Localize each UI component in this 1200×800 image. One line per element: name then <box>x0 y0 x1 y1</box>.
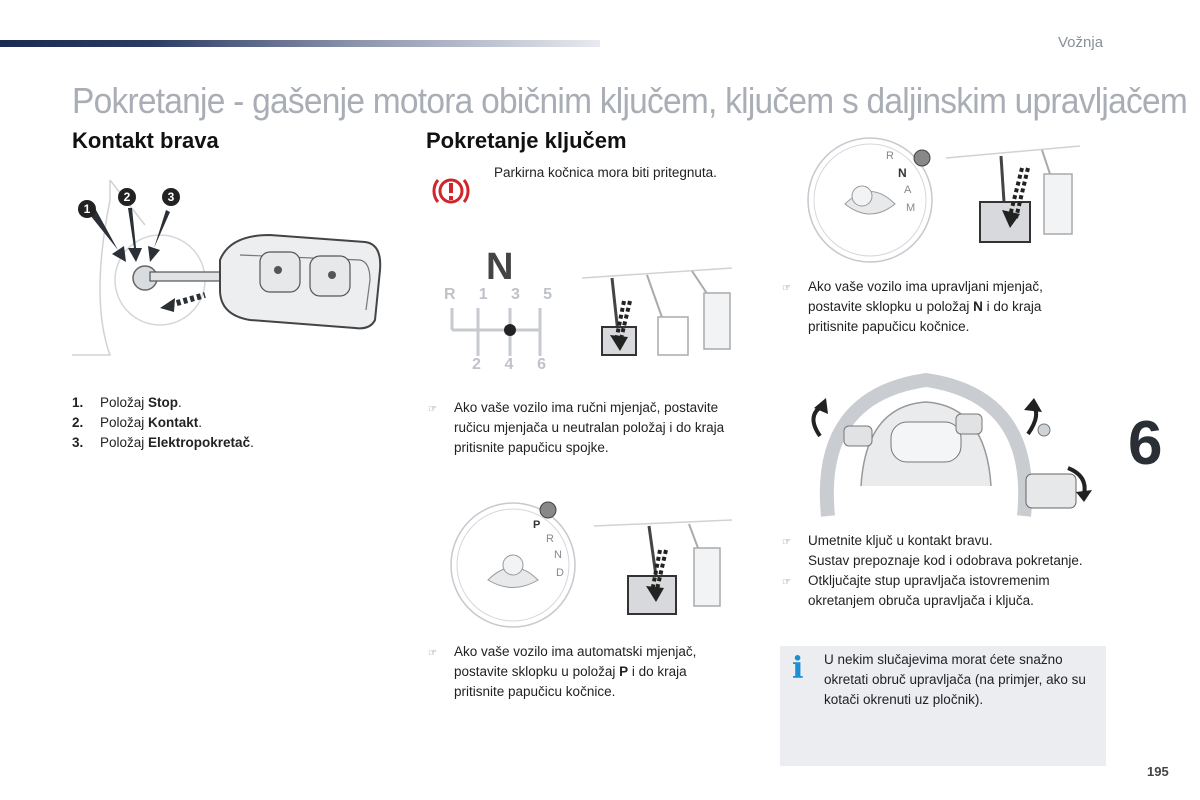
chapter-number: 6 <box>1128 409 1163 478</box>
parking-brake-note: Parkirna kočnica mora biti pritegnuta. <box>494 165 717 180</box>
auto-label-p: P <box>533 519 541 531</box>
manual-gearbox-instruction: ☞ Ako vaše vozilo ima ručni mjenjač, postavite ručicu mjenjača u neutralan položaj i do kraja pritisnite papučicu spojke. <box>428 398 728 458</box>
marker-2: 2 <box>118 188 136 206</box>
header-bar <box>0 40 600 47</box>
pedals-clutch-illustration <box>582 265 734 365</box>
automatic-gearbox-instruction: ☞ Ako vaše vozilo ima automatski mjenjač, postavite sklopku u položaj P i do kraja pritisnite papučicu kočnice. <box>428 642 728 702</box>
auto-label-n: N <box>554 549 562 561</box>
dial-label-m: M <box>906 202 916 214</box>
gear-bottom-labels: 2 4 6 <box>472 356 546 373</box>
list-item: 2. Položaj Kontakt. <box>72 415 203 430</box>
chapter-name: Vožnja <box>1058 34 1104 51</box>
ignition-positions-list <box>72 393 254 453</box>
section-heading-ignition: Kontakt brava <box>72 128 219 153</box>
auto-label-d: D <box>556 567 564 579</box>
page-number: 195 <box>1147 764 1169 779</box>
automatic-selector-dial <box>448 500 578 630</box>
piloted-gearbox-instruction: ☞ Ako vaše vozilo ima upravljani mjenjač, postavite sklopku u položaj N i do kraja pritisnite papučicu kočnice. <box>782 277 1092 337</box>
pointing-hand-icon: ☞ <box>782 577 791 588</box>
list-item: 3. Položaj Elektropokretač. <box>72 435 254 450</box>
pointing-hand-icon: ☞ <box>782 283 791 294</box>
dial-label-n: N <box>898 166 907 180</box>
info-icon: i <box>792 651 804 686</box>
pointing-hand-icon: ☞ <box>428 648 437 659</box>
auto-label-r: R <box>546 533 554 545</box>
steering-wheel-illustration <box>806 376 1096 522</box>
list-item: 1. Položaj Stop. <box>72 395 182 410</box>
parking-brake-warning-icon <box>432 172 470 210</box>
ignition-key-illustration <box>70 180 390 360</box>
key-insert-instructions: ☞ Umetnite ključ u kontakt bravu. Sustav prepoznaje kod i odobrava pokretanje. ☞ Otključajte stup upravljača istovremenim okretanjem obruča upravljača i ključa. <box>782 531 1092 611</box>
piloted-selector-dial <box>800 134 940 264</box>
pedals-brake-illustration-piloted <box>946 140 1082 250</box>
dial-label-a: A <box>904 184 912 196</box>
marker-3: 3 <box>162 188 180 206</box>
pointing-hand-icon: ☞ <box>782 537 791 548</box>
pointing-hand-icon: ☞ <box>428 404 437 415</box>
marker-1: 1 <box>78 200 96 218</box>
dial-label-r: R <box>886 150 894 162</box>
info-text: U nekim slučajevima morat ćete snažno okretati obruč upravljača (na primjer, ako su kotači okrenuti uz pločnik). <box>824 652 1086 707</box>
pedals-brake-illustration-automatic <box>594 518 734 618</box>
gear-selected-label: N <box>486 246 514 288</box>
section-heading-key-start: Pokretanje ključem <box>426 128 627 153</box>
page-title: Pokretanje - gašenje motora običnim ključem, ključem s daljinskim upravljačem <box>72 80 1187 121</box>
gear-shift-pattern <box>448 306 548 358</box>
gear-top-labels: R 1 3 5 <box>444 286 552 303</box>
